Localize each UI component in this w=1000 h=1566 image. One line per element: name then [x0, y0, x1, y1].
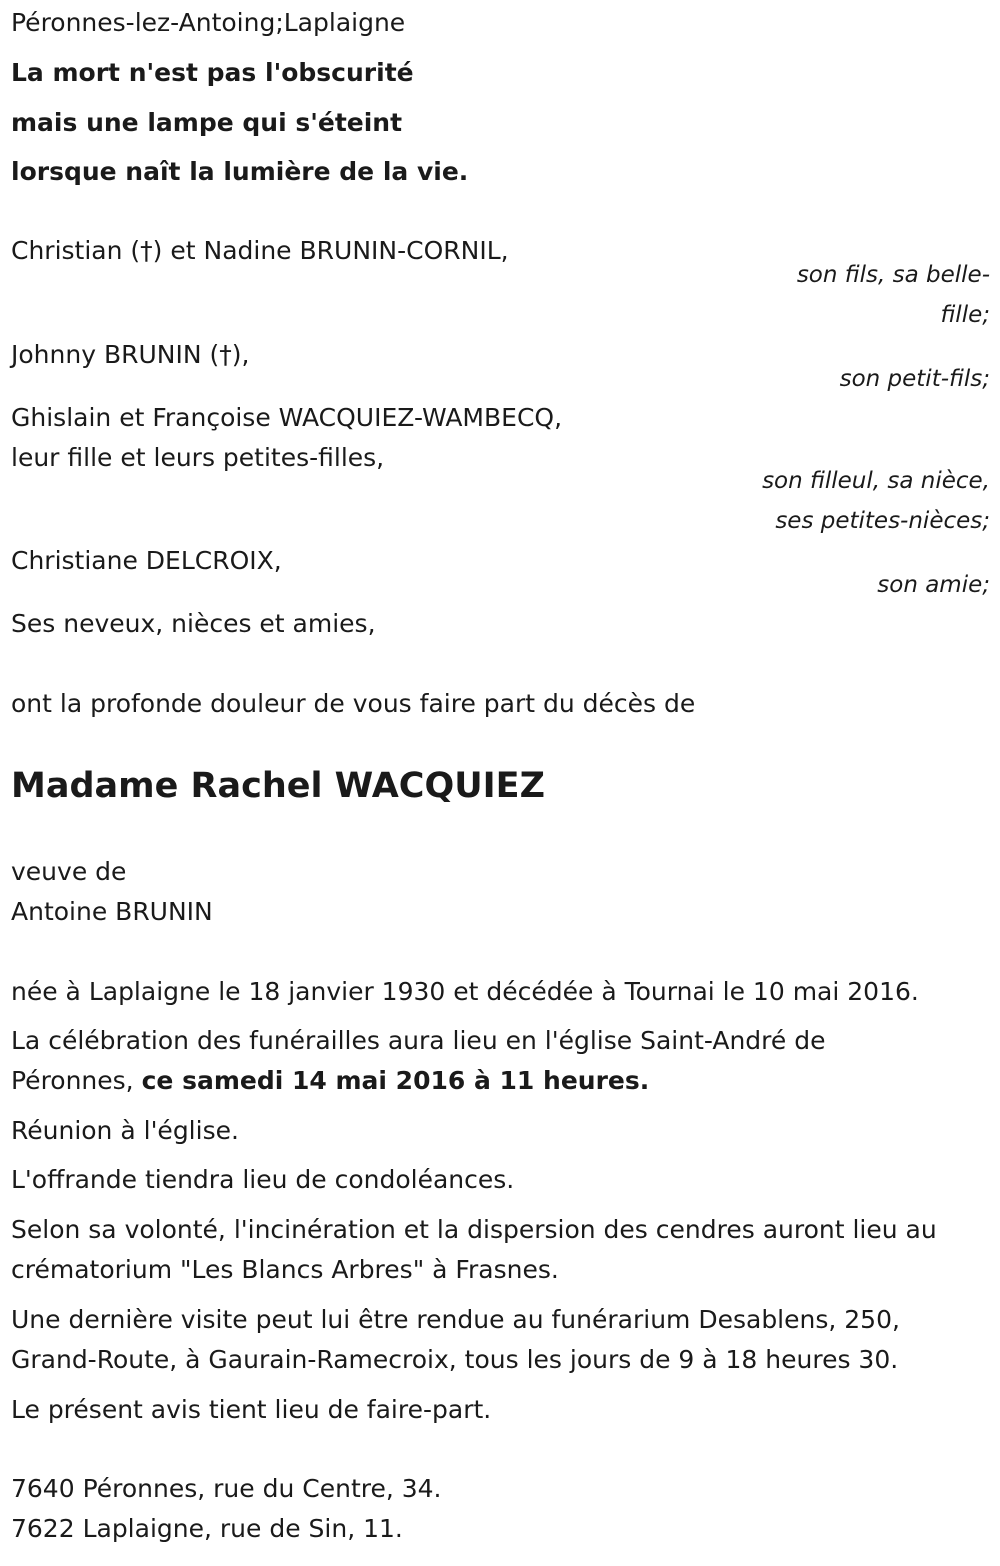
funeral-line-1: La célébration des funérailles aura lieu en l'église Saint-André de: [11, 1026, 826, 1055]
family-member-4-relation: son amie;: [877, 572, 990, 598]
notice: Le présent avis tient lieu de faire-part.: [11, 1395, 492, 1424]
family-member-2-relation: son petit-fils;: [839, 366, 990, 392]
family-member-1-name: Christian (†) et Nadine BRUNIN-CORNIL,: [11, 236, 509, 265]
location-header: Péronnes-lez-Antoing;Laplaigne: [11, 8, 406, 37]
family-member-2-name: Johnny BRUNIN (†),: [11, 340, 250, 369]
deceased-name: Madame Rachel WACQUIEZ: [11, 766, 545, 806]
quote-line-3: lorsque naît la lumière de la vie.: [11, 157, 469, 186]
visit-line-2: Grand-Route, à Gaurain-Ramecroix, tous les jours de 9 à 18 heures 30.: [11, 1345, 899, 1374]
family-member-3-name-1: Ghislain et Françoise WACQUIEZ-WAMBECQ,: [11, 403, 563, 432]
visit-line-1: Une dernière visite peut lui être rendue au funérarium Desablens, 250,: [11, 1305, 900, 1334]
quote-line-2: mais une lampe qui s'éteint: [11, 108, 403, 137]
quote-line-1: La mort n'est pas l'obscurité: [11, 58, 414, 87]
widow-of-name: Antoine BRUNIN: [11, 897, 213, 926]
family-member-3-relation-2: ses petites-nièces;: [775, 508, 990, 534]
cremation-line-2: crématorium "Les Blancs Arbres" à Frasnes.: [11, 1255, 559, 1284]
family-member-3-relation-1: son filleul, sa nièce,: [762, 468, 990, 494]
address-2: 7622 Laplaigne, rue de Sin, 11.: [11, 1514, 403, 1543]
family-member-4-name: Christiane DELCROIX,: [11, 546, 282, 575]
funeral-date-time: ce samedi 14 mai 2016 à 11 heures.: [141, 1066, 650, 1095]
meeting-note: Réunion à l'église.: [11, 1116, 239, 1145]
funeral-line-2: [11, 1066, 649, 1096]
family-member-5-name: Ses neveux, nièces et amies,: [11, 609, 376, 638]
widow-of-label: veuve de: [11, 857, 127, 886]
cremation-line-1: Selon sa volonté, l'incinération et la dispersion des cendres auront lieu au: [11, 1215, 937, 1244]
family-member-3-name-2: leur fille et leurs petites-filles,: [11, 443, 385, 472]
offering-note: L'offrande tiendra lieu de condoléances.: [11, 1165, 515, 1194]
address-1: 7640 Péronnes, rue du Centre, 34.: [11, 1474, 442, 1503]
family-member-1-relation-2: fille;: [940, 302, 990, 328]
funeral-place: Péronnes,: [11, 1066, 142, 1095]
birth-death-dates: née à Laplaigne le 18 janvier 1930 et décédée à Tournai le 10 mai 2016.: [11, 977, 919, 1006]
announcement: ont la profonde douleur de vous faire part du décès de: [11, 689, 696, 718]
family-member-1-relation-1: son fils, sa belle-: [796, 262, 990, 288]
